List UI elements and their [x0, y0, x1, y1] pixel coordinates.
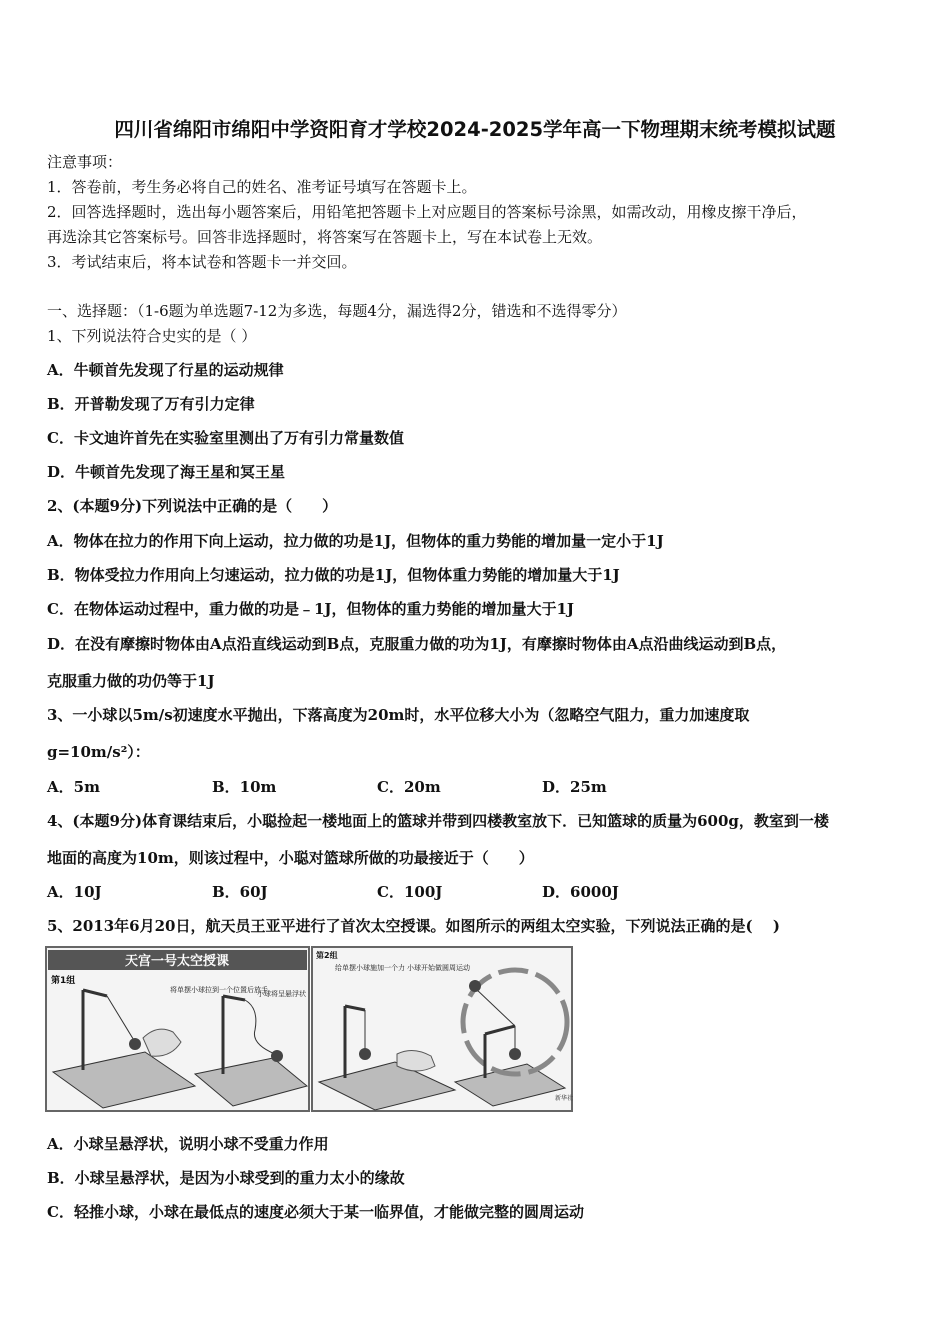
annotation: 给单摆小球施加一个力 [335, 964, 405, 972]
question-2-stem: 2、(本题9分)下列说法中正确的是（ ） [47, 497, 338, 515]
question-3-option: A．5m [47, 778, 100, 796]
question-1-option: D．牛顿首先发现了海王星和冥王星 [47, 463, 286, 481]
notice-item: 再选涂其它答案标号。回答非选择题时，将答案写在答题卡上，写在本试卷上无效。 [47, 228, 603, 246]
question-4-option: B．60J [212, 883, 268, 901]
group2-label: 第2组 [316, 951, 338, 960]
question-4-option: C．100J [377, 883, 443, 901]
pendulum-ball [129, 1038, 141, 1050]
credit: 新华社 [555, 1095, 573, 1102]
question-1-option: C．卡文迪许首先在实验室里测出了万有引力常量数值 [47, 429, 404, 447]
pendulum-ball [359, 1048, 371, 1060]
notice-item: 2．回答选择题时，选出每小题答案后，用铅笔把答题卡上对应题目的答案标号涂黑，如需改动，用橡皮擦干净后， [47, 203, 807, 221]
section-heading: 一、选择题：（1-6题为单选题7-12为多选，每题4分，漏选得2分，错选和不选得零分） [47, 302, 627, 320]
question-3-stem: 3、一小球以5m/s初速度水平抛出，下落高度为20m时，水平位移大小为（忽略空气阻力，重力加速度取 [47, 706, 750, 724]
question-2-option-continued: 克服重力做的功仍等于1J [47, 672, 215, 690]
question-5-stem: 5、2013年6月20日，航天员王亚平进行了首次太空授课。如图所示的两组太空实验，下列说法正确的是( ) [47, 917, 780, 935]
question-5-option: C．轻推小球，小球在最低点的速度必须大于某一临界值，才能做完整的圆周运动 [47, 1203, 584, 1221]
pendulum-ball [271, 1050, 283, 1062]
pendulum-ball [509, 1048, 521, 1060]
question-2-option: D．在没有摩擦时物体由A点沿直线运动到B点，克服重力做的功为1J，有摩擦时物体由A点沿曲线运动到B点， [47, 635, 787, 653]
page-title: 四川省绵阳市绵阳中学资阳育才学校2024-2025学年高一下物理期末统考模拟试题 [114, 118, 836, 141]
question-2-option: C．在物体运动过程中，重力做的功是﹣1J，但物体的重力势能的增加量大于1J [47, 600, 575, 618]
notice-item: 1．答卷前，考生务必将自己的姓名、准考证号填写在答题卡上。 [47, 178, 477, 196]
question-3-stem-continued: g=10m/s²）： [47, 743, 150, 761]
group1-label: 第1组 [51, 976, 76, 986]
question-1-stem: 1、下列说法符合史实的是（ ） [47, 327, 257, 345]
question-5-option: A．小球呈悬浮状，说明小球不受重力作用 [47, 1135, 329, 1153]
question-1-option: A．牛顿首先发现了行星的运动规律 [47, 361, 284, 379]
question-2-option: B．物体受拉力作用向上匀速运动，拉力做的功是1J，但物体重力势能的增加量大于1J [47, 566, 620, 584]
question-3-option: B．10m [212, 778, 277, 796]
question-3-option: C．20m [377, 778, 441, 796]
notice-heading: 注意事项： [47, 153, 123, 171]
pendulum-ball [469, 980, 481, 992]
space-experiment-figure [45, 946, 573, 1112]
question-4-stem-continued: 地面的高度为10m，则该过程中，小聪对篮球所做的功最接近于（ ） [47, 849, 534, 867]
question-3-option: D．25m [542, 778, 607, 796]
banner-text: 天宫一号太空授课 [124, 954, 230, 969]
question-4-option: D．6000J [542, 883, 619, 901]
question-5-option: B．小球呈悬浮状，是因为小球受到的重力太小的缘故 [47, 1169, 405, 1187]
question-4-stem: 4、(本题9分)体育课结束后，小聪捡起一楼地面上的篮球并带到四楼教室放下．已知篮球的质量为600g，教室到一楼 [47, 812, 829, 830]
annotation: 小球开始做圆周运动 [407, 964, 470, 972]
annotation: 将单摆小球拉到一个位置后放手 [170, 986, 268, 994]
notice-item: 3．考试结束后，将本试卷和答题卡一并交回。 [47, 253, 357, 271]
annotation: 小球将呈悬浮状 [257, 990, 306, 998]
question-1-option: B．开普勒发现了万有引力定律 [47, 395, 255, 413]
question-2-option: A．物体在拉力的作用下向上运动，拉力做的功是1J，但物体的重力势能的增加量一定小于1J [47, 532, 664, 550]
question-4-option: A．10J [47, 883, 102, 901]
